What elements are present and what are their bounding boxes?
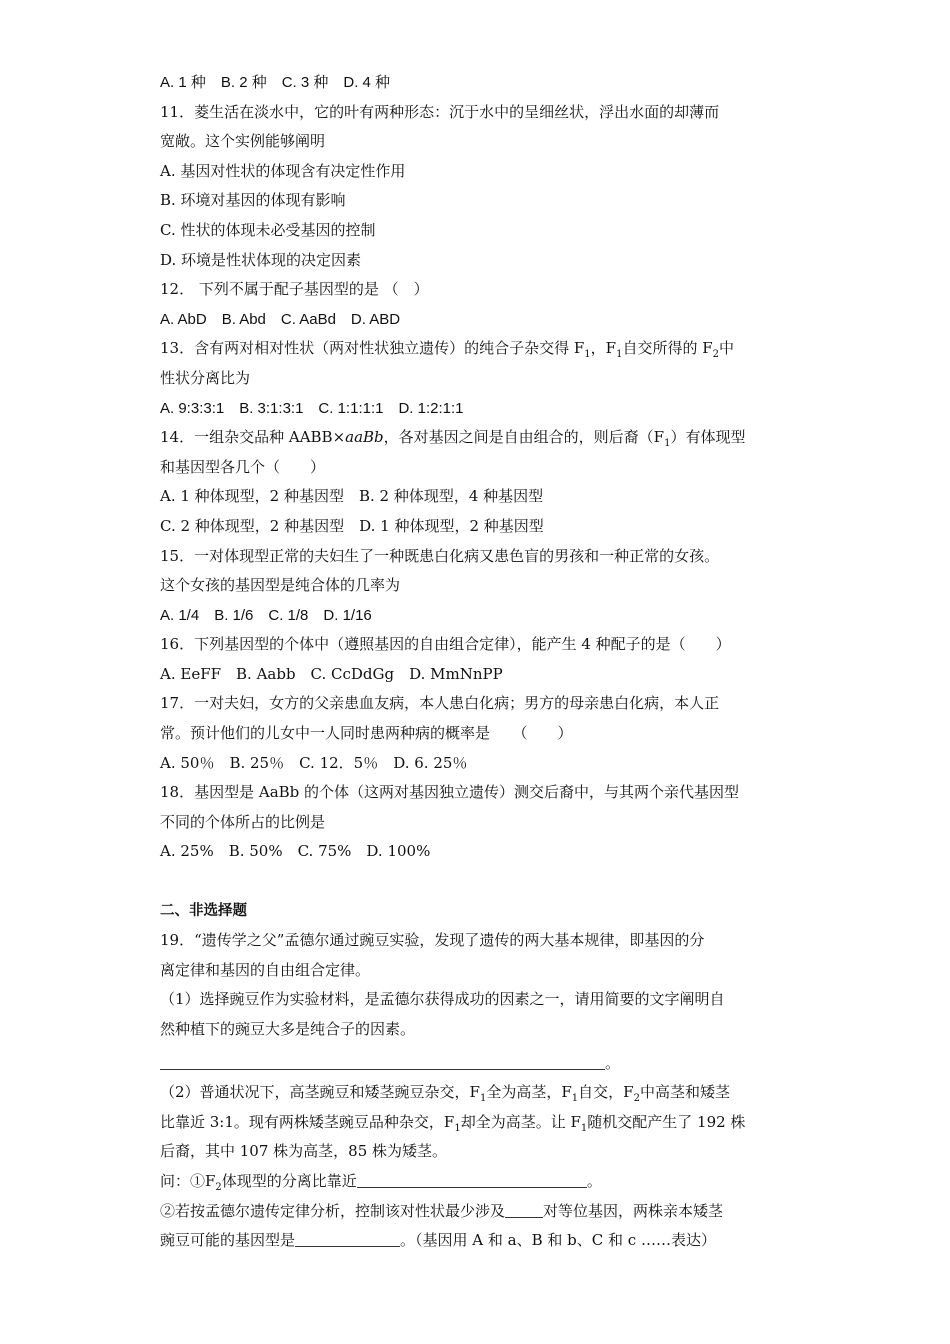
answer-blank-3[interactable] <box>505 1199 543 1218</box>
q19-p2-d: 中高茎和矮茎 <box>639 1083 730 1102</box>
q19-p2-line1 <box>160 1078 800 1108</box>
q19-p2-line3: 后裔，其中 107 株为高茎，85 株为矮茎。 <box>160 1142 448 1161</box>
section-title: 二、非选择题 <box>160 902 247 919</box>
q14-sub1: 1 <box>664 438 671 450</box>
q19-stem-line1: 19．“遗传学之父”孟德尔通过豌豆实验，发现了遗传的两大基本规律，即基因的分 <box>160 931 705 950</box>
q19-subq2-line2 <box>160 1226 800 1256</box>
q19-subq1-a: 问：①F <box>160 1171 216 1190</box>
q19-subq2-b: 对等位基因，两株亲本矮茎 <box>543 1201 724 1220</box>
q13-stem-line1 <box>160 334 800 364</box>
q17-options: A. 50％ B. 25％ C. 12．5％ D. 6. 25％ <box>160 753 468 772</box>
q15-options: A. 1/4 B. 1/6 C. 1/8 D. 1/16 <box>160 606 372 624</box>
q19-p1-end: 。 <box>605 1053 621 1072</box>
document-page <box>160 68 800 1256</box>
q12-options: A. AbD B. Abd C. AaBd D. ABD <box>160 310 401 328</box>
answer-blank-1[interactable] <box>160 1051 605 1070</box>
q16-options: A. EeFF B. Aabb C. CcDdGg D. MmNnPP <box>160 664 503 683</box>
q15-stem-line2: 这个女孩的基因型是纯合体的几率为 <box>160 576 401 595</box>
q17-stem-line2: 常。预计他们的儿女中一人同时患两种病的概率是 （ ） <box>160 724 573 743</box>
q19-p2-c: 自交，F <box>578 1083 634 1102</box>
q13-text-d: 中 <box>719 339 735 358</box>
q19-p2-sub1: 1 <box>479 1093 487 1105</box>
q11-option-c: C. 性状的体现未必受基因的控制 <box>160 220 376 239</box>
q10-options: A. 1 种 B. 2 种 C. 3 种 D. 4 种 <box>160 74 391 91</box>
q14-options-line2: C. 2 种体现型，2 种基因型 D. 1 种体现型，2 种基因型 <box>160 516 544 535</box>
q19-p2l2-c: 随机交配产生了 192 株 <box>587 1112 746 1131</box>
q19-subq1 <box>160 1167 800 1197</box>
answer-blank-2[interactable] <box>357 1169 587 1188</box>
q18-stem-line2: 不同的个体所占的比例是 <box>160 812 326 831</box>
q12-stem: 12． 下列不属于配子基因型的是 （ ） <box>160 280 429 299</box>
q13-text-b: ，F <box>590 339 617 358</box>
q18-stem-line1: 18．基因型是 AaBb 的个体（这两对基因独立遗传）测交后裔中，与其两个亲代基因型 <box>160 783 740 802</box>
q19-subq1-sub: 2 <box>215 1181 222 1193</box>
q19-p2-b: 全为高茎，F <box>486 1083 572 1102</box>
q18-options: A. 25% B. 50% C. 75% D. 100% <box>160 842 431 861</box>
q11-option-b: B. 环境对基因的体现有影响 <box>160 191 346 210</box>
q13-sub1: 1 <box>584 349 591 361</box>
q19-p2l2-sub1: 1 <box>454 1122 461 1134</box>
q14-options-line1: A. 1 种体现型，2 种基因型 B. 2 种体现型，4 种基因型 <box>160 487 544 506</box>
q14-stem-line1 <box>160 423 800 453</box>
q19-p2l2-a: 比靠近 3:1。现有两株矮茎豌豆品种杂交，F <box>160 1112 455 1131</box>
spacer <box>160 867 800 897</box>
q14-text-c: ）有体现型 <box>670 428 746 447</box>
q14-text-b: ，各对基因之间是自由组合的，则后裔（F <box>383 428 665 447</box>
q19-subq2-a: ②若按孟德尔遗传定律分析，控制该对性状最少涉及 <box>160 1201 506 1220</box>
q13-stem-line2: 性状分离比为 <box>160 368 251 387</box>
q19-p2-a: （2）普通状况下，高茎豌豆和矮茎豌豆杂交，F <box>160 1083 480 1102</box>
q11-stem-line2: 宽敞。这个实例能够阐明 <box>160 132 326 151</box>
q19-p2l2-sub2: 1 <box>580 1122 588 1134</box>
q15-stem-line1: 15．一对体现型正常的夫妇生了一种既患白化病又患色盲的男孩和一种正常的女孩。 <box>160 546 720 565</box>
q13-sub3: 2 <box>712 349 719 361</box>
q14-stem-line2: 和基因型各几个（ ） <box>160 457 326 476</box>
answer-blank-4[interactable] <box>295 1228 400 1247</box>
q13-sub2: 1 <box>616 349 623 361</box>
q16-stem: 16．下列基因型的个体中（遵照基因的自由组合定律），能产生 4 种配子的是（ ） <box>160 635 731 654</box>
q19-stem-line2: 离定律和基因的自由组合定律。 <box>160 960 371 979</box>
q19-p1-answer-line <box>160 1049 800 1079</box>
q17-stem-line1: 17．一对夫妇，女方的父亲患血友病，本人患白化病；男方的母亲患白化病，本人正 <box>160 694 720 713</box>
q19-p1-line1: （1）选择豌豆作为实验材料，是孟德尔获得成功的因素之一，请用简要的文字阐明自 <box>160 990 725 1009</box>
q19-p2-line2 <box>160 1108 800 1138</box>
q19-p1-line2: 然种植下的豌豆大多是纯合子的因素。 <box>160 1020 416 1038</box>
q14-italic-genotype: aaBb <box>345 428 384 447</box>
q13-text-c: 自交所得的 F <box>622 339 713 358</box>
q19-subq1-end: 。 <box>586 1171 602 1190</box>
q19-subq1-b: 体现型的分离比靠近 <box>221 1171 357 1190</box>
q11-option-a: A. 基因对性状的体现含有决定性作用 <box>160 161 406 180</box>
q19-p2l2-b: 却全为高茎。让 F <box>460 1112 581 1131</box>
q13-text-a: 13．含有两对相对性状（两对性状独立遗传）的纯合子杂交得 F <box>160 339 585 358</box>
q14-text-a: 14．一组杂交品种 AABB× <box>160 428 346 447</box>
q19-subq2l2-b: 。（基因用 A 和 a、B 和 b、C 和 c ……表达） <box>400 1231 716 1250</box>
q19-p2-sub3: 2 <box>633 1093 640 1105</box>
q11-stem-line1: 11．菱生活在淡水中，它的叶有两种形态：沉于水中的呈细丝状，浮出水面的却薄而 <box>160 102 720 121</box>
q13-options: A. 9:3:3:1 B. 3:1:3:1 C. 1:1:1:1 D. 1:2:1:1 <box>160 399 464 417</box>
q11-option-d: D. 环境是性状体现的决定因素 <box>160 250 362 269</box>
q19-subq2l2-a: 豌豆可能的基因型是 <box>160 1231 296 1250</box>
q19-p2-sub2: 1 <box>571 1093 579 1105</box>
q19-subq2-line1 <box>160 1197 800 1227</box>
